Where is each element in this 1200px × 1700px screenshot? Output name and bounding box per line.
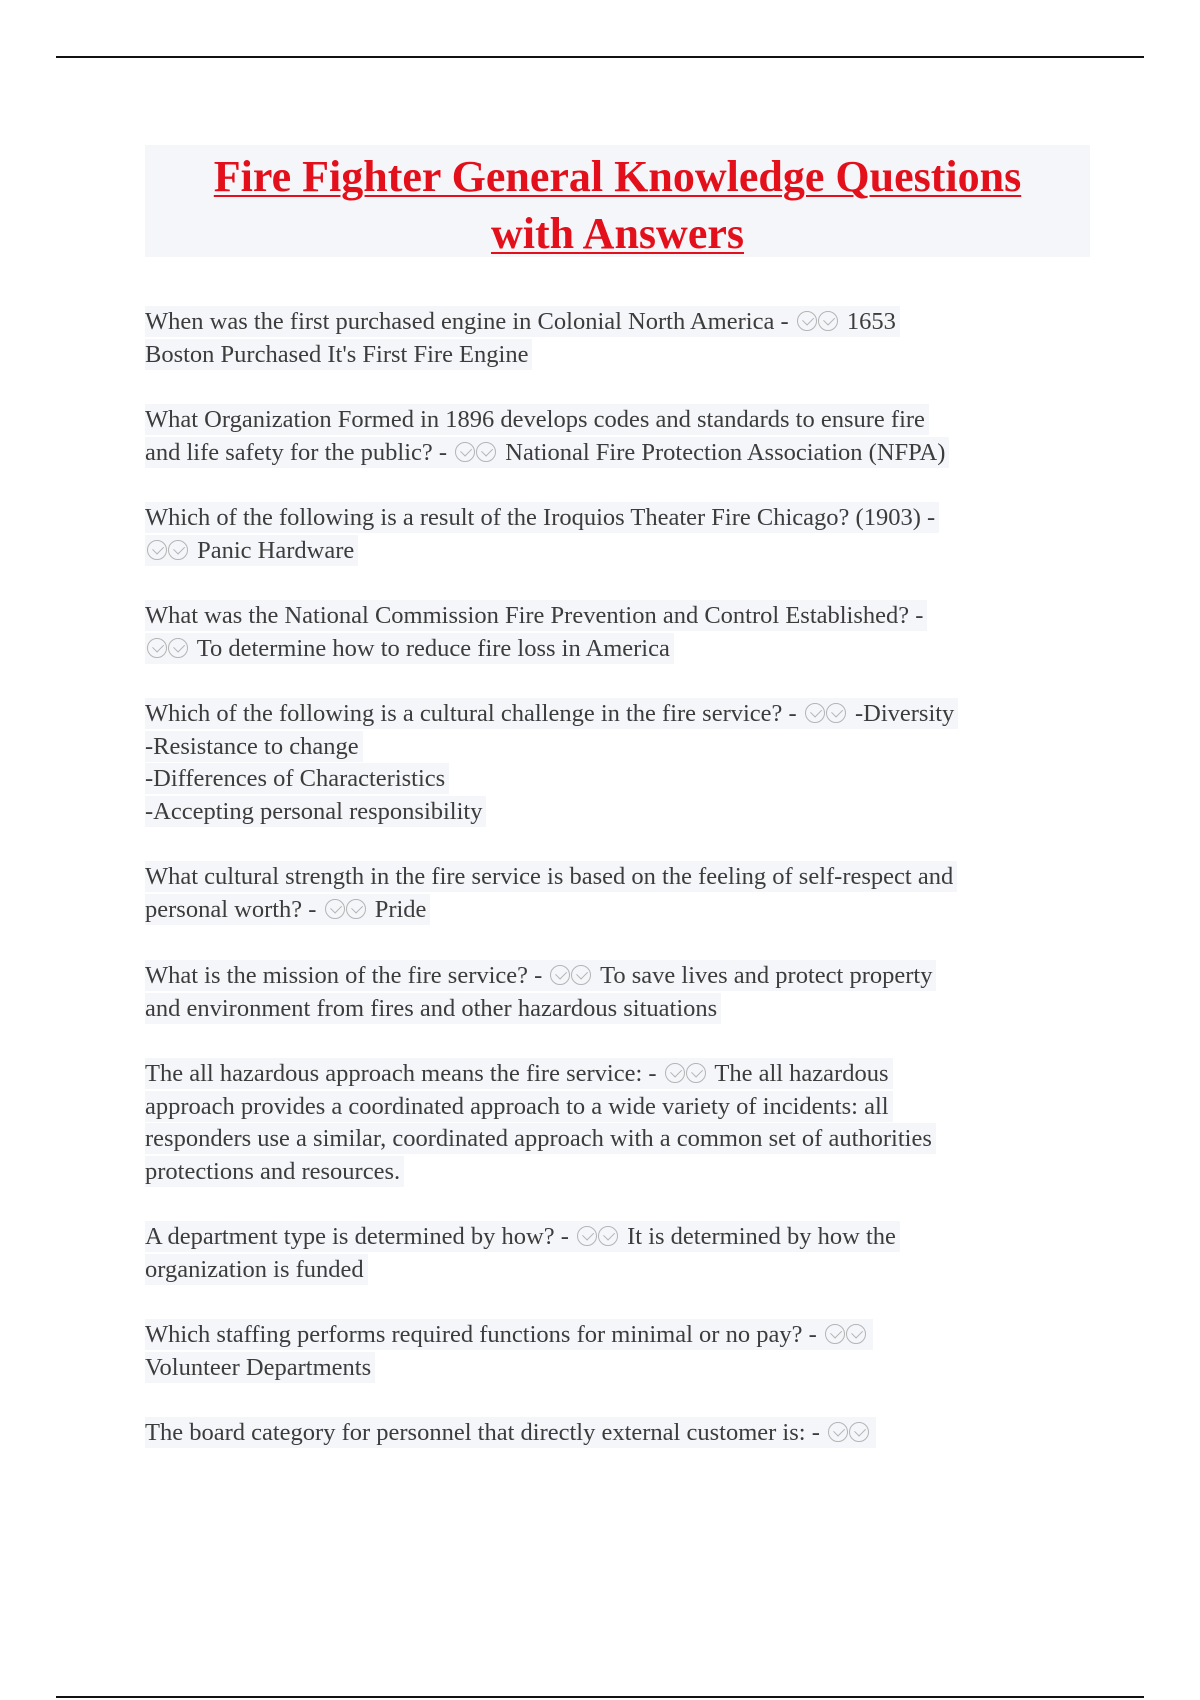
- double-check-icon: [825, 1321, 867, 1348]
- qa-item-4: [145, 600, 927, 665]
- answer-text: and environment from fires and other hazardous situations: [145, 994, 718, 1022]
- answer-text: -Differences of Characteristics: [145, 765, 446, 792]
- answer-text: Boston Purchased It's First Fire Engine: [145, 340, 529, 368]
- qa-item-2: [145, 404, 949, 469]
- top-rule: [56, 56, 1144, 58]
- answer-text: -Diversity: [854, 700, 955, 727]
- double-check-icon: [577, 1223, 619, 1250]
- answer-text: Volunteer Departments: [145, 1353, 372, 1381]
- answer-text: Panic Hardware: [197, 536, 355, 564]
- question-text: Which staffing performs required functions for minimal or no pay? -: [145, 1321, 817, 1348]
- question-text: The all hazardous approach means the fire service: -: [145, 1060, 657, 1087]
- question-text: personal worth? -: [145, 895, 317, 923]
- question-text: and life safety for the public? -: [145, 438, 448, 466]
- double-check-icon: [325, 896, 367, 923]
- qa-item-9: [145, 1221, 900, 1286]
- answer-text: The all hazardous: [714, 1060, 889, 1087]
- answer-text: Pride: [374, 895, 427, 923]
- double-check-icon: [147, 537, 189, 564]
- question-text: What cultural strength in the fire service is based on the feeling of self-respect and: [145, 863, 954, 890]
- question-text: The board category for personnel that directly external customer is: -: [145, 1419, 820, 1446]
- question-text: When was the first purchased engine in Colonial North America -: [145, 308, 789, 335]
- double-check-icon: [797, 308, 839, 335]
- question-text: What was the National Commission Fire Prevention and Control Established? -: [145, 602, 924, 629]
- answer-text: To save lives and protect property: [600, 962, 933, 989]
- answer-text: protections and resources.: [145, 1157, 401, 1185]
- double-check-icon: [455, 439, 497, 466]
- answer-text: organization is funded: [145, 1255, 364, 1283]
- qa-item-11: [145, 1417, 876, 1450]
- answer-text: -Accepting personal responsibility: [145, 797, 483, 825]
- question-text: Which of the following is a result of the Iroquios Theater Fire Chicago? (1903) -: [145, 504, 936, 531]
- double-check-icon: [805, 700, 847, 727]
- qa-item-3: [145, 502, 939, 567]
- bottom-rule: [56, 1696, 1144, 1698]
- question-text: A department type is determined by how? -: [145, 1223, 569, 1250]
- double-check-icon: [550, 962, 592, 989]
- double-check-icon: [828, 1419, 870, 1446]
- answer-text: approach provides a coordinated approach to a wide variety of incidents: all: [145, 1092, 889, 1120]
- qa-item-7: [145, 960, 936, 1025]
- document-title: [145, 148, 1090, 262]
- answer-text: responders use a similar, coordinated approach with a common set of authorities: [145, 1125, 932, 1152]
- question-text: What Organization Formed in 1896 develops codes and standards to ensure fire: [145, 406, 925, 433]
- title-line-2: with Answers: [490, 209, 745, 258]
- question-text: What is the mission of the fire service? -: [145, 962, 543, 989]
- answer-text: 1653: [846, 308, 896, 335]
- qa-item-8: [145, 1058, 936, 1188]
- question-text: Which of the following is a cultural challenge in the fire service? -: [145, 700, 797, 727]
- answer-text: -Resistance to change: [145, 732, 359, 760]
- qa-item-5: [145, 698, 958, 828]
- title-line-1: Fire Fighter General Knowledge Questions: [213, 152, 1022, 201]
- double-check-icon: [147, 635, 189, 662]
- qa-item-1: [145, 306, 900, 371]
- qa-item-6: [145, 861, 957, 926]
- qa-item-10: [145, 1319, 873, 1384]
- answer-text: To determine how to reduce fire loss in America: [196, 634, 670, 662]
- double-check-icon: [665, 1060, 707, 1087]
- answer-text: It is determined by how the: [627, 1223, 896, 1250]
- answer-text: National Fire Protection Association (NFPA): [505, 438, 946, 466]
